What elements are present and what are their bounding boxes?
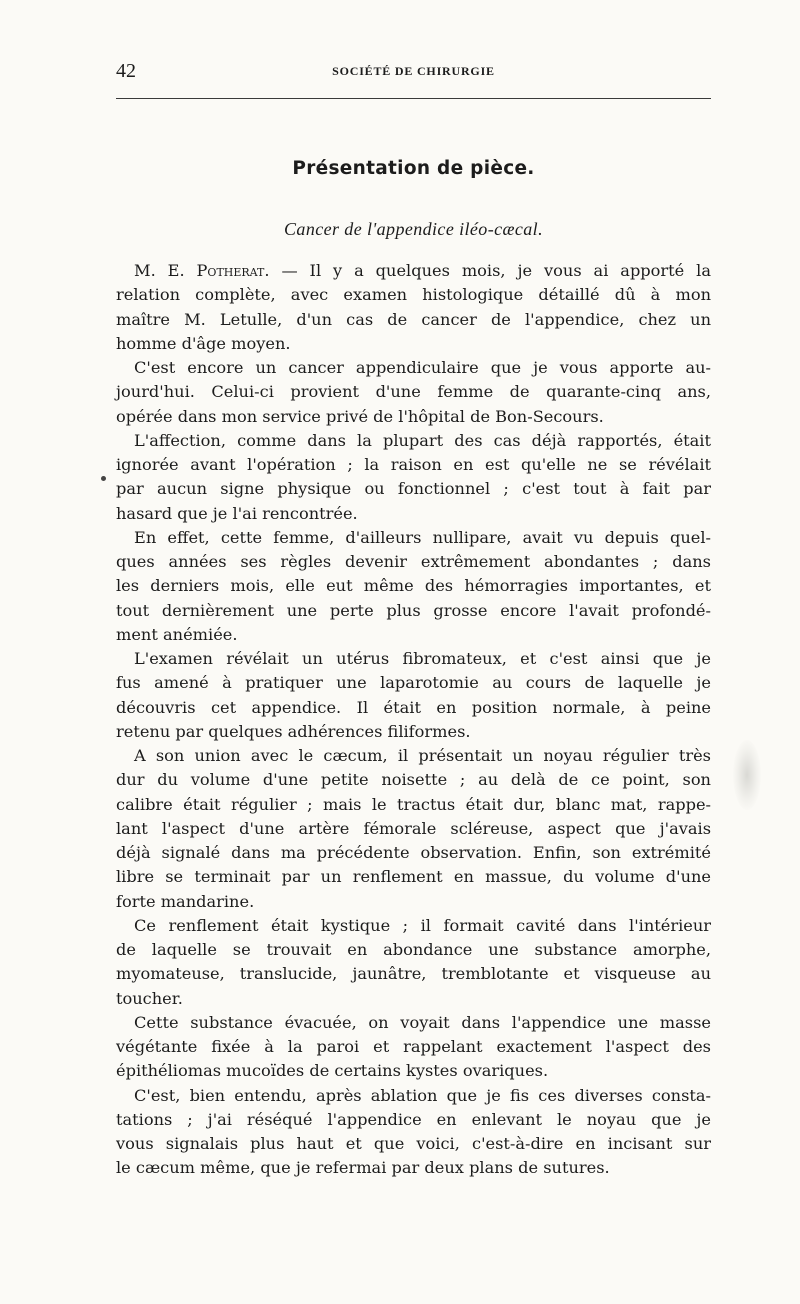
paragraph-line: En effet, cette femme, d'ailleurs nullipare, avait vu depuis quel- [134,527,711,547]
speaker-name: M. E. Potherat. [134,261,270,280]
paragraph-line: fus amené à pratiquer une laparotomie au cours de laquelle je [116,673,711,693]
paragraph-line: L'affection, comme dans la plupart des cas déjà rapportés, était [134,430,711,450]
paragraph-line: retenu par quelques adhérences filiformes. [116,721,471,741]
paragraph-line: les derniers mois, elle eut même des hémorragies importantes, et [116,576,711,596]
paragraph-line: lant l'aspect d'une artère fémorale scléreuse, aspect que j'avais [116,818,711,838]
paragraph-line: dur du volume d'une petite noisette ; au delà de ce point, son [116,770,711,790]
paragraph-line: L'examen révélait un utérus fibromateux, et c'est ainsi que je [134,649,711,668]
paragraph-line: ment anémiée. [116,624,238,644]
paragraph-line: ques années ses règles devenir extrêmement abondantes ; dans [116,552,711,571]
paragraph-line: myomateuse, translucide, jaunâtre, tremblotante et visqueuse au [116,964,711,984]
article-subtitle: Cancer de l'appendice iléo-cæcal. [284,219,543,239]
paragraph-line: jourd'hui. Celui-ci provient d'une femme de quarante-cinq ans, [116,382,711,402]
paragraph-line: relation complète, avec examen histologique détaillé dû à mon [116,285,711,305]
running-title: SOCIÉTÉ DE CHIRURGIE [332,64,495,78]
paragraph-line: homme d'âge moyen. [116,333,291,353]
paragraph-line: C'est, bien entendu, après ablation que je fis ces diverses consta- [134,1085,711,1105]
paragraph-line: de laquelle se trouvait en abondance une substance amorphe, [116,940,711,959]
margin-speck [101,476,106,481]
paragraph-line: C'est encore un cancer appendiculaire que je vous apporte au- [134,358,711,377]
paragraph-line: le cæcum même, que je refermai par deux plans de sutures. [116,1158,610,1178]
paragraph-line: opérée dans mon service privé de l'hôpital de Bon-Secours. [116,406,604,426]
line-text: — Il y a quelques mois, je vous ai apporté la [269,261,711,280]
paragraph-line: déjà signalé dans ma précédente observation. Enfin, son extrémité [116,843,711,862]
paragraph-line: A son union avec le cæcum, il présentait un noyau régulier très [134,746,711,765]
paragraph-line: épithéliomas mucoïdes de certains kystes ovariques. [116,1061,549,1081]
paragraph-line: Cette substance évacuée, on voyait dans l'appendice une masse [134,1012,711,1032]
paragraph-line: forte mandarine. [116,891,255,911]
paragraph-line: toucher. [116,988,183,1008]
paragraph-line: tations ; j'ai réséqué l'appendice en enlevant le noyau que je [116,1109,711,1129]
paragraph-line: Ce renflement était kystique ; il formait cavité dans l'intérieur [134,915,711,935]
page-number: 42 [116,60,136,82]
paragraph-line: libre se terminait par un renflement en massue, du volume d'une [116,867,711,887]
body-text [116,259,711,1181]
section-title: Présentation de pièce. [292,158,535,179]
paragraph-line [116,259,711,283]
paragraph-line: végétante fixée à la paroi et rappelant exactement l'aspect des [116,1037,711,1056]
paragraph-line: vous signalais plus haut et que voici, c'est-à-dire en incisant sur [116,1134,711,1153]
running-head [116,60,711,84]
paragraph-line: ignorée avant l'opération ; la raison en est qu'elle ne se révélait [116,455,711,474]
paragraph-line: tout dernièrement une perte plus grosse encore l'avait profondé- [116,600,711,620]
paragraph-line: hasard que je l'ai rencontrée. [116,503,358,523]
paper-stain [733,740,761,810]
paragraph-line: calibre était régulier ; mais le tractus était dur, blanc mat, rappe- [116,794,711,814]
paragraph-line: par aucun signe physique ou fonctionnel ; c'est tout à fait par [116,479,711,499]
paragraph-line: découvris cet appendice. Il était en position normale, à peine [116,697,711,717]
paragraph-line: maître M. Letulle, d'un cas de cancer de l'appendice, chez un [116,309,711,329]
header-rule [116,98,711,99]
